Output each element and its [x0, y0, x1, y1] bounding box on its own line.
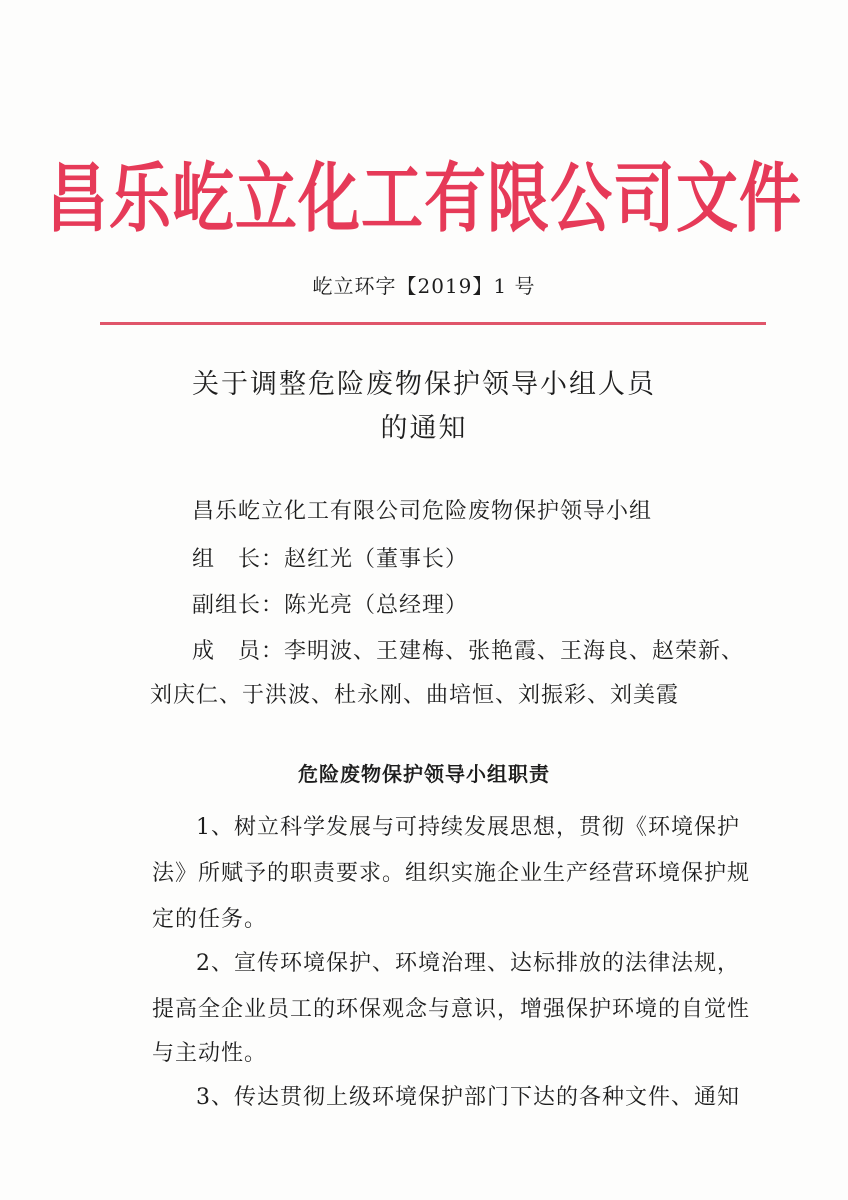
document-number: 屹立环字【2019】1 号 [312, 274, 536, 298]
group-leader: 组 长：赵红光（董事长） [192, 547, 469, 572]
company-header-title: 昌乐屹立化工有限公司文件 [45, 153, 802, 243]
group-members-line2: 刘庆仁、于洪波、杜永刚、曲培恒、刘振彩、刘美霞 [150, 683, 680, 708]
duty-2-line3: 与主动性。 [152, 1041, 268, 1066]
duty-1-line1: 1、树立科学发展与可持续发展思想，贯彻《环境保护 [196, 815, 740, 840]
group-name: 昌乐屹立化工有限公司危险废物保护领导小组 [192, 499, 653, 524]
group-members-line1: 成 员：李明波、王建梅、张艳霞、王海良、赵荣新、 [192, 639, 745, 664]
duty-2-line1: 2、宣传环境保护、环境治理、达标排放的法律法规， [196, 951, 740, 976]
duty-2-line2: 提高全企业员工的环保观念与意识，增强保护环境的自觉性 [152, 997, 751, 1022]
notice-title-line2: 的通知 [380, 413, 468, 444]
notice-title-line1: 关于调整危险废物保护领导小组人员 [192, 369, 656, 400]
duties-heading: 危险废物保护领导小组职责 [298, 762, 550, 786]
duty-3-line1: 3、传达贯彻上级环境保护部门下达的各种文件、通知 [196, 1085, 740, 1110]
duty-1-line2: 法》所赋予的职责要求。组织实施企业生产经营环境保护规 [152, 861, 751, 886]
red-divider [100, 322, 766, 325]
duty-1-line3: 定的任务。 [152, 907, 268, 932]
group-deputy: 副组长：陈光亮（总经理） [192, 593, 469, 618]
